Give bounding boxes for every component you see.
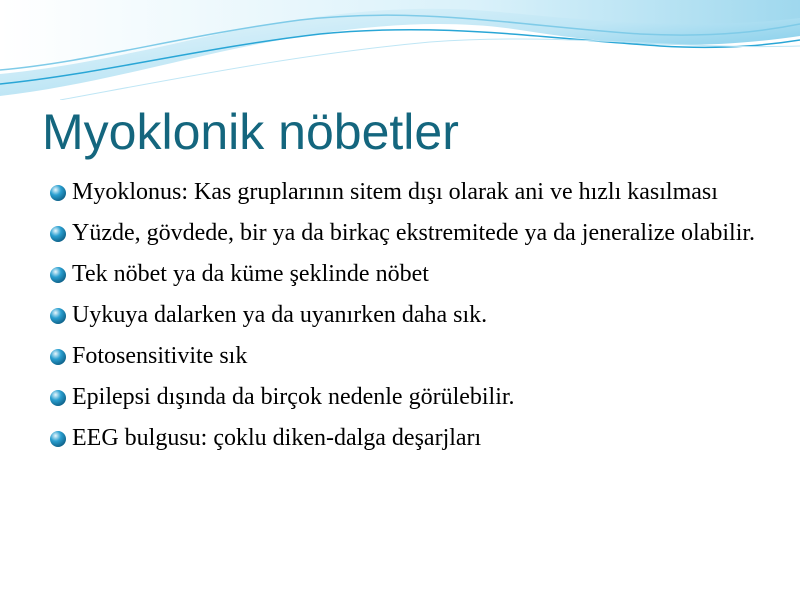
bullet-text: Myoklonus: Kas gruplarının sitem dışı olarak ani ve hızlı kasılması bbox=[72, 179, 718, 205]
sphere-bullet-icon bbox=[49, 266, 67, 284]
bullet-text: Yüzde, gövdede, bir ya da birkaç ekstremitede ya da jeneralize olabilir. bbox=[72, 220, 756, 246]
slide-title: Myoklonik nöbetler bbox=[42, 104, 459, 160]
bullet-item bbox=[44, 381, 764, 413]
bullet-item bbox=[44, 340, 764, 372]
bullet-text: Tek nöbet ya da küme şeklinde nöbet bbox=[72, 261, 429, 287]
sphere-bullet-icon bbox=[49, 225, 67, 243]
sphere-bullet-icon bbox=[49, 430, 67, 448]
bullet-item bbox=[44, 422, 764, 454]
bullet-item bbox=[44, 217, 764, 249]
wave-header-decoration bbox=[0, 0, 800, 100]
bullet-item bbox=[44, 176, 764, 208]
sphere-bullet-icon bbox=[49, 307, 67, 325]
bullet-text: EEG bulgusu: çoklu diken-dalga deşarjları bbox=[72, 425, 482, 451]
bullet-list bbox=[44, 176, 764, 463]
bullet-item bbox=[44, 299, 764, 331]
sphere-bullet-icon bbox=[49, 184, 67, 202]
sphere-bullet-icon bbox=[49, 389, 67, 407]
bullet-item bbox=[44, 258, 764, 290]
bullet-text: Fotosensitivite sık bbox=[72, 343, 248, 369]
bullet-text: Uykuya dalarken ya da uyanırken daha sık. bbox=[72, 302, 488, 328]
bullet-text: Epilepsi dışında da birçok nedenle görülebilir. bbox=[72, 384, 515, 410]
sphere-bullet-icon bbox=[49, 348, 67, 366]
